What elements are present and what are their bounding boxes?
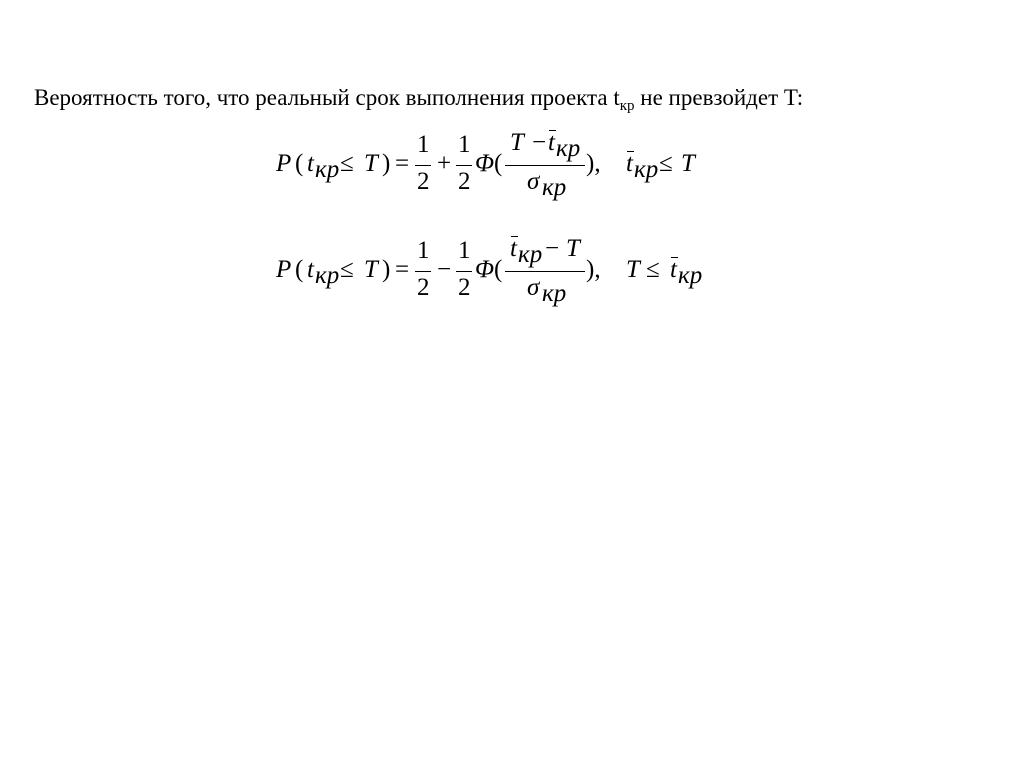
f2-close-paren: ): [382, 256, 391, 283]
f1-half1-den: 2: [417, 168, 430, 195]
formula-1: [276, 127, 736, 207]
f2-T: T: [364, 256, 378, 283]
f1-phi: Φ: [475, 150, 495, 177]
f2-p: P: [276, 256, 292, 283]
f2-cond-le: ≤: [646, 256, 660, 283]
f1-cond-t: t: [626, 150, 633, 177]
f1-plus: +: [437, 150, 452, 177]
f2-t-sub: кр: [315, 262, 340, 289]
intro-tail: не превзойдет T:: [634, 85, 804, 110]
f1-le: ≤: [340, 150, 354, 177]
f2-sigma: σ: [527, 274, 540, 301]
f1-half1-num: 1: [417, 131, 430, 158]
intro-main: Вероятность того, что реальный срок выполнения проекта t: [34, 85, 620, 110]
f1-cond-le: ≤: [659, 150, 673, 177]
f2-sigma-sub: кр: [542, 280, 567, 307]
f1-sigma-sub: кр: [542, 174, 567, 201]
f2-cond-t-sub: кр: [678, 262, 703, 289]
f2-phi: Φ: [475, 256, 495, 283]
f2-t: t: [307, 256, 314, 283]
intro-text: [34, 84, 803, 112]
f1-equals: =: [395, 150, 410, 177]
f2-num-t-sub: кр: [518, 241, 543, 268]
f1-num-t-sub: кр: [556, 135, 581, 162]
f2-num-t: t: [510, 235, 517, 262]
f1-phi-close: ),: [586, 150, 601, 177]
f2-open-paren: (: [295, 256, 304, 283]
f1-cond-T: T: [681, 150, 695, 177]
f1-num-minus: −: [532, 129, 547, 156]
f1-half2-num: 1: [458, 131, 471, 158]
f2-half2-den: 2: [458, 274, 471, 301]
f1-main-fraction-line: [505, 165, 585, 166]
f1-num-t: t: [548, 129, 555, 156]
f1-half2-den: 2: [458, 168, 471, 195]
f2-minus: −: [437, 256, 452, 283]
f2-num-T: T: [566, 235, 580, 262]
f2-phi-close: ),: [586, 256, 601, 283]
f2-half1-num: 1: [417, 237, 430, 264]
intro-subscript: кр: [619, 98, 635, 114]
f2-le: ≤: [340, 256, 354, 283]
f1-p: P: [276, 150, 292, 177]
f2-cond-t: t: [670, 256, 677, 283]
f2-half2-num: 1: [458, 237, 471, 264]
f1-T: T: [364, 150, 378, 177]
f2-equals: =: [395, 256, 410, 283]
f1-num-T: T: [510, 129, 524, 156]
f1-close-paren: ): [382, 150, 391, 177]
f1-phi-open: (: [494, 150, 503, 177]
f2-half1-den: 2: [417, 274, 430, 301]
formula-2: [276, 233, 736, 313]
f2-cond-T: T: [626, 256, 640, 283]
f2-num-minus: −: [545, 235, 560, 262]
f1-cond-t-sub: кр: [634, 156, 659, 183]
f1-sigma: σ: [527, 168, 540, 195]
f1-t: t: [307, 150, 314, 177]
f2-main-fraction-line: [505, 271, 585, 272]
f1-open-paren: (: [295, 150, 304, 177]
f2-phi-open: (: [494, 256, 503, 283]
f1-t-sub: кр: [315, 156, 340, 183]
